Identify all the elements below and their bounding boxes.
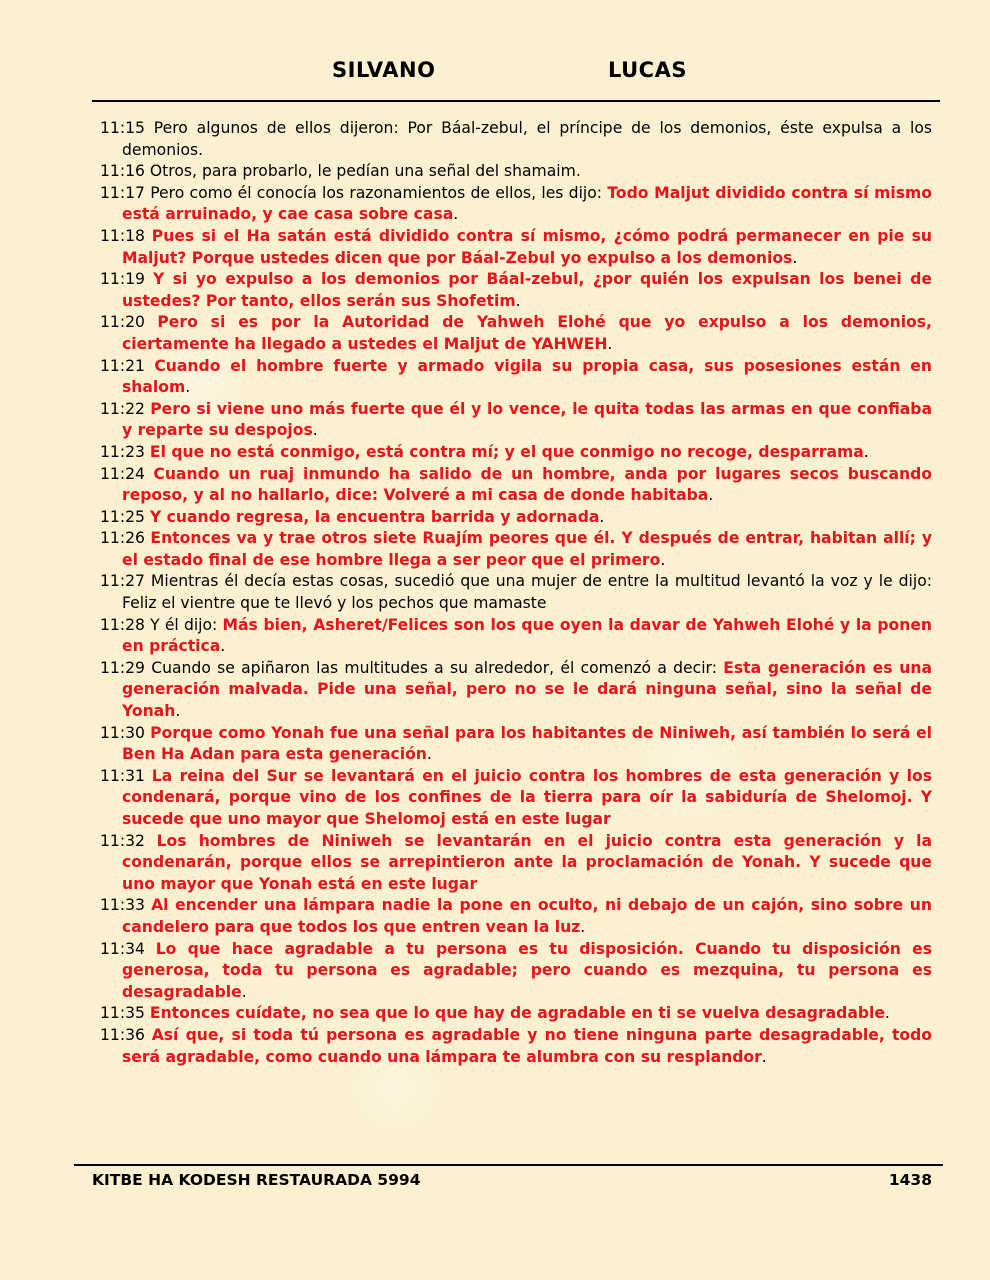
verse <box>100 831 932 896</box>
verse-list <box>100 118 932 1158</box>
verse-tail: . <box>607 334 613 353</box>
verse <box>100 507 932 529</box>
verse-red-text: Cuando un ruaj inmundo ha salido de un hombre, anda por lugares secos buscando reposo, y al no hallarlo, dice: Volveré a mi casa de donde habitaba <box>122 464 932 505</box>
verse-ref: 11:19 <box>100 270 145 289</box>
verse-ref: 11:32 <box>100 831 145 850</box>
verse-ref: 11:16 <box>100 162 145 181</box>
verse-red-text: Al encender una lámpara nadie la pone en oculto, ni debajo de un cajón, sino sobre un candelero para que todos los que entren vean la luz <box>122 896 932 936</box>
verse-text <box>145 940 156 958</box>
verse-ref: 11:30 <box>100 723 145 742</box>
verse-ref: 11:35 <box>100 1004 145 1023</box>
verse-red-text: Los hombres de Niniweh se levantarán en el juicio contra esta generación y la condenarán, porque ellos se arrepintieron ante la proclamación de Yonah. Y sucede que uno mayor que Yonah está en este lugar <box>122 831 932 893</box>
verse <box>100 615 932 658</box>
verse <box>100 312 932 355</box>
verse-tail: . <box>312 421 318 440</box>
verse-red-text: Más bien, Asheret/Felices son los que oyen la davar de Yahweh Elohé y la ponen en práctica <box>122 615 932 656</box>
verse <box>100 442 932 464</box>
verse <box>100 399 932 442</box>
verse-tail: . <box>241 982 247 1001</box>
verse <box>100 1025 932 1068</box>
verse-red-text: Y si yo expulso a los demonios por Báal-zebul, ¿por quién los expulsan los benei de ustedes? Por tanto, ellos serán sus Shofetim <box>122 270 932 310</box>
verse-text: Pero como él conocía los razonamientos de ellos, les dijo: <box>144 183 608 202</box>
verse-ref: 11:18 <box>100 226 145 245</box>
verse <box>100 528 932 571</box>
verse-text <box>145 767 152 785</box>
footer-edition: KITBE HA KODESH RESTAURADA 5994 <box>92 1171 421 1189</box>
verse-ref: 11:26 <box>100 529 145 548</box>
verse-tail: . <box>884 1004 890 1023</box>
verse <box>100 118 932 161</box>
verse-ref: 11:21 <box>100 356 145 375</box>
verse-red-text: Y cuando regresa, la encuentra barrida y adornada <box>149 507 600 526</box>
verse-text <box>145 227 152 245</box>
verse <box>100 183 932 226</box>
verse-text <box>145 357 154 375</box>
verse-red-text: Porque como Yonah fue una señal para los habitantes de Niniweh, así también lo será el Ben Ha Adan para esta generación <box>122 723 932 764</box>
header-book-author: SILVANO <box>332 58 436 82</box>
verse-red-text: La reina del Sur se levantará en el juicio contra los hombres de esta generación y los condenará, porque vino de los confines de la tierra para oír la sabiduría de Shelomoj. Y sucede que uno mayor que Shelomoj está en este lugar <box>122 766 932 828</box>
verse <box>100 723 932 766</box>
verse <box>100 464 932 507</box>
verse <box>100 939 932 1004</box>
verse <box>100 226 932 269</box>
verse-tail: . <box>761 1047 767 1066</box>
verse-red-text: Cuando el hombre fuerte y armado vigila su propia casa, sus posesiones están en shalom <box>122 356 932 397</box>
verse-text <box>145 270 153 288</box>
verse-tail: . <box>792 248 798 267</box>
verse-ref: 11:34 <box>100 939 145 958</box>
verse-ref: 11:24 <box>100 464 145 483</box>
verse-tail: . <box>453 205 459 224</box>
verse-ref: 11:20 <box>100 313 145 332</box>
verse-tail: . <box>175 702 181 721</box>
verse-ref: 11:23 <box>100 442 145 461</box>
verse-text <box>145 832 157 850</box>
verse-red-text: Esta generación es una generación malvada. Pide una señal, pero no se le dará ninguna señal, sino la señal de Yonah <box>122 658 932 721</box>
verse-text: Otros, para probarlo, le pedían una señal del shamaim. <box>144 162 581 181</box>
verse-text: Y él dijo: <box>144 615 223 634</box>
verse-ref: 11:22 <box>100 399 145 418</box>
verse-ref: 11:29 <box>100 658 145 677</box>
verse-ref: 11:27 <box>100 572 145 591</box>
verse-ref: 11:36 <box>100 1025 145 1044</box>
verse-red-text: El que no está conmigo, está contra mí; y el que conmigo no recoge, desparrama <box>149 442 864 461</box>
footer-rule <box>74 1164 943 1166</box>
verse-red-text: Pero si es por la Autoridad de Yahweh Elohé que yo expulso a los demonios, ciertamente ha llegado a ustedes el Maljut de YAHWEH <box>122 313 932 353</box>
verse <box>100 658 932 723</box>
verse-tail: . <box>426 745 432 764</box>
verse-tail: . <box>515 291 521 310</box>
verse <box>100 161 932 183</box>
verse <box>100 766 932 831</box>
verse-ref: 11:31 <box>100 766 145 785</box>
verse-red-text: Entonces cuídate, no sea que lo que hay de agradable en ti se vuelva desagradable <box>149 1004 885 1023</box>
verse-tail: . <box>863 442 869 461</box>
verse-tail: . <box>599 507 605 526</box>
header-book-title: LUCAS <box>608 58 687 82</box>
verse-red-text: Entonces va y trae otros siete Ruajím peores que él. Y después de entrar, habitan allí; y el estado final de ese hombre llega a ser peor que el primero <box>122 529 932 569</box>
page-number: 1438 <box>888 1171 932 1189</box>
verse-ref: 11:33 <box>100 896 145 915</box>
verse <box>100 895 932 938</box>
verse-red-text: Lo que hace agradable a tu persona es tu disposición. Cuando tu disposición es generosa, toda tu persona es agradable; pero cuando es mezquina, tu persona es desagradable <box>122 939 932 1001</box>
verse-ref: 11:17 <box>100 183 145 202</box>
verse-tail: . <box>580 917 586 936</box>
verse-ref: 11:25 <box>100 507 145 526</box>
verse <box>100 1003 932 1025</box>
verse-text: Mientras él decía estas cosas, sucedió que una mujer de entre la multitud levantó la voz y le dijo: Feliz el vientre que te llevó y los pechos que mamaste <box>122 572 932 613</box>
verse-ref: 11:15 <box>100 119 145 137</box>
header-rule <box>92 100 940 102</box>
verse-ref: 11:28 <box>100 615 145 634</box>
verse-text: Cuando se apiñaron las multitudes a su alrededor, él comenzó a decir: <box>144 658 724 677</box>
verse-text <box>145 1026 152 1044</box>
verse <box>100 356 932 399</box>
page-footer <box>92 1171 932 1193</box>
page-header <box>0 58 990 90</box>
verse-red-text: Pero si viene uno más fuerte que él y lo vence, le quita todas las armas en que confiaba y reparte su despojos <box>122 399 932 440</box>
verse <box>100 571 932 614</box>
verse-red-text: Así que, si toda tú persona es agradable y no tiene ninguna parte desagradable, todo será agradable, como cuando una lámpara te alumbra con su resplandor <box>122 1025 932 1066</box>
verse-red-text: Pues si el Ha satán está dividido contra sí mismo, ¿cómo podrá permanecer en pie su Maljut? Porque ustedes dicen que por Báal-Zebul yo expulso a los demonios <box>122 226 932 267</box>
verse <box>100 269 932 312</box>
verse-text: Pero algunos de ellos dijeron: Por Báal-zebul, el príncipe de los demonios, éste expulsa a los demonios. <box>122 119 932 159</box>
verse-text <box>145 313 157 331</box>
verse-tail: . <box>220 637 226 656</box>
verse-tail: . <box>708 486 714 505</box>
verse-red-text: Todo Maljut dividido contra sí mismo está arruinado, y cae casa sobre casa <box>122 183 932 224</box>
verse-tail: . <box>660 550 666 569</box>
verse-tail: . <box>185 378 191 397</box>
